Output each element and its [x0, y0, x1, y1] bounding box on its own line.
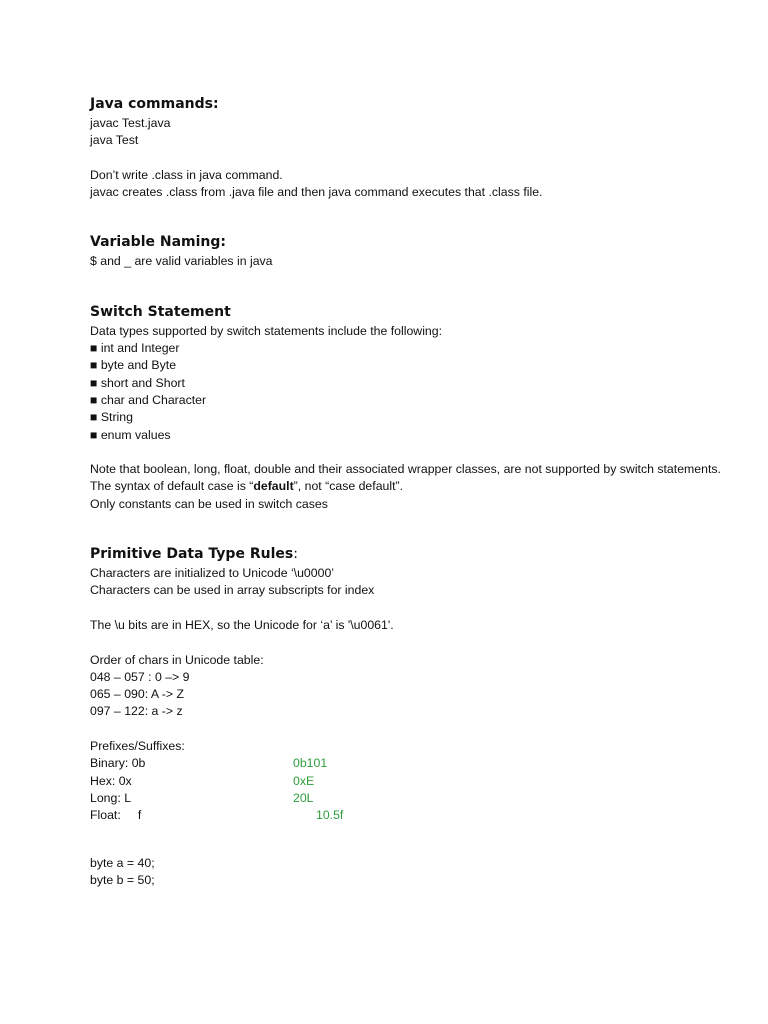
text-line: 048 – 057 : 0 –> 9 — [90, 669, 190, 684]
text-line: java Test — [90, 133, 139, 148]
text-line: javac creates .class from .java file and then java command executes that .class file. — [90, 185, 543, 200]
prefix-label: Hex: 0x — [90, 773, 132, 788]
primitive-rules-heading — [90, 543, 730, 565]
bullet-item: ■ String — [90, 410, 133, 425]
prefix-row — [90, 790, 730, 807]
text-line: Data types supported by switch statements include the following: — [90, 323, 443, 338]
text-line: The \u bits are in HEX, so the Unicode for ‘a’ is '\u0061'. — [90, 617, 394, 632]
document-page — [90, 93, 730, 889]
prefix-example: 0b101 — [293, 756, 328, 771]
bullet-item: ■ char and Character — [90, 392, 207, 407]
default-syntax-line — [90, 478, 730, 495]
prefix-label: Float: f — [90, 808, 142, 823]
heading-colon: : — [293, 546, 298, 563]
bullet-item: ■ short and Short — [90, 375, 185, 390]
prefix-example: 0xE — [293, 773, 315, 788]
text-line: Characters are initialized to Unicode ‘\u0000’ — [90, 566, 335, 581]
text-line: Prefixes/Suffixes: — [90, 739, 185, 754]
text-line: Characters can be used in array subscripts for index — [90, 583, 375, 598]
text-paragraph: Note that boolean, long, float, double and their associated wrapper classes, are not supported by switch statements. — [90, 462, 721, 477]
code-line: byte a = 40; — [90, 855, 155, 870]
heading-text: Primitive Data Type Rules — [90, 546, 294, 563]
java-commands-heading: Java commands: — [90, 96, 219, 112]
text-line: Only constants can be used in switch cases — [90, 496, 328, 511]
text-line: Don’t write .class in java command. — [90, 167, 283, 182]
prefix-row — [90, 755, 730, 772]
text-line: 097 – 122: a -> z — [90, 704, 183, 719]
text-span: The syntax of default case is “ — [90, 479, 254, 494]
prefix-label: Binary: 0b — [90, 756, 146, 771]
code-line: byte b = 50; — [90, 872, 155, 887]
bullet-item: ■ int and Integer — [90, 341, 180, 356]
text-line: 065 – 090: A -> Z — [90, 687, 185, 702]
switch-statement-heading: Switch Statement — [90, 303, 231, 320]
text-line: $ and _ are valid variables in java — [90, 254, 273, 269]
text-line: Order of chars in Unicode table: — [90, 652, 264, 667]
bullet-item: ■ byte and Byte — [90, 358, 177, 373]
variable-naming-heading: Variable Naming: — [90, 234, 226, 251]
prefix-row — [90, 807, 730, 824]
prefix-example: 10.5f — [316, 808, 344, 823]
prefix-label: Long: L — [90, 790, 132, 805]
bold-keyword: default — [253, 479, 294, 494]
text-span: ”, not “case default”. — [293, 479, 404, 494]
prefix-example: 20L — [293, 790, 314, 805]
text-line: javac Test.java — [90, 116, 171, 130]
bullet-item: ■ enum values — [90, 427, 171, 442]
prefix-row — [90, 773, 730, 790]
